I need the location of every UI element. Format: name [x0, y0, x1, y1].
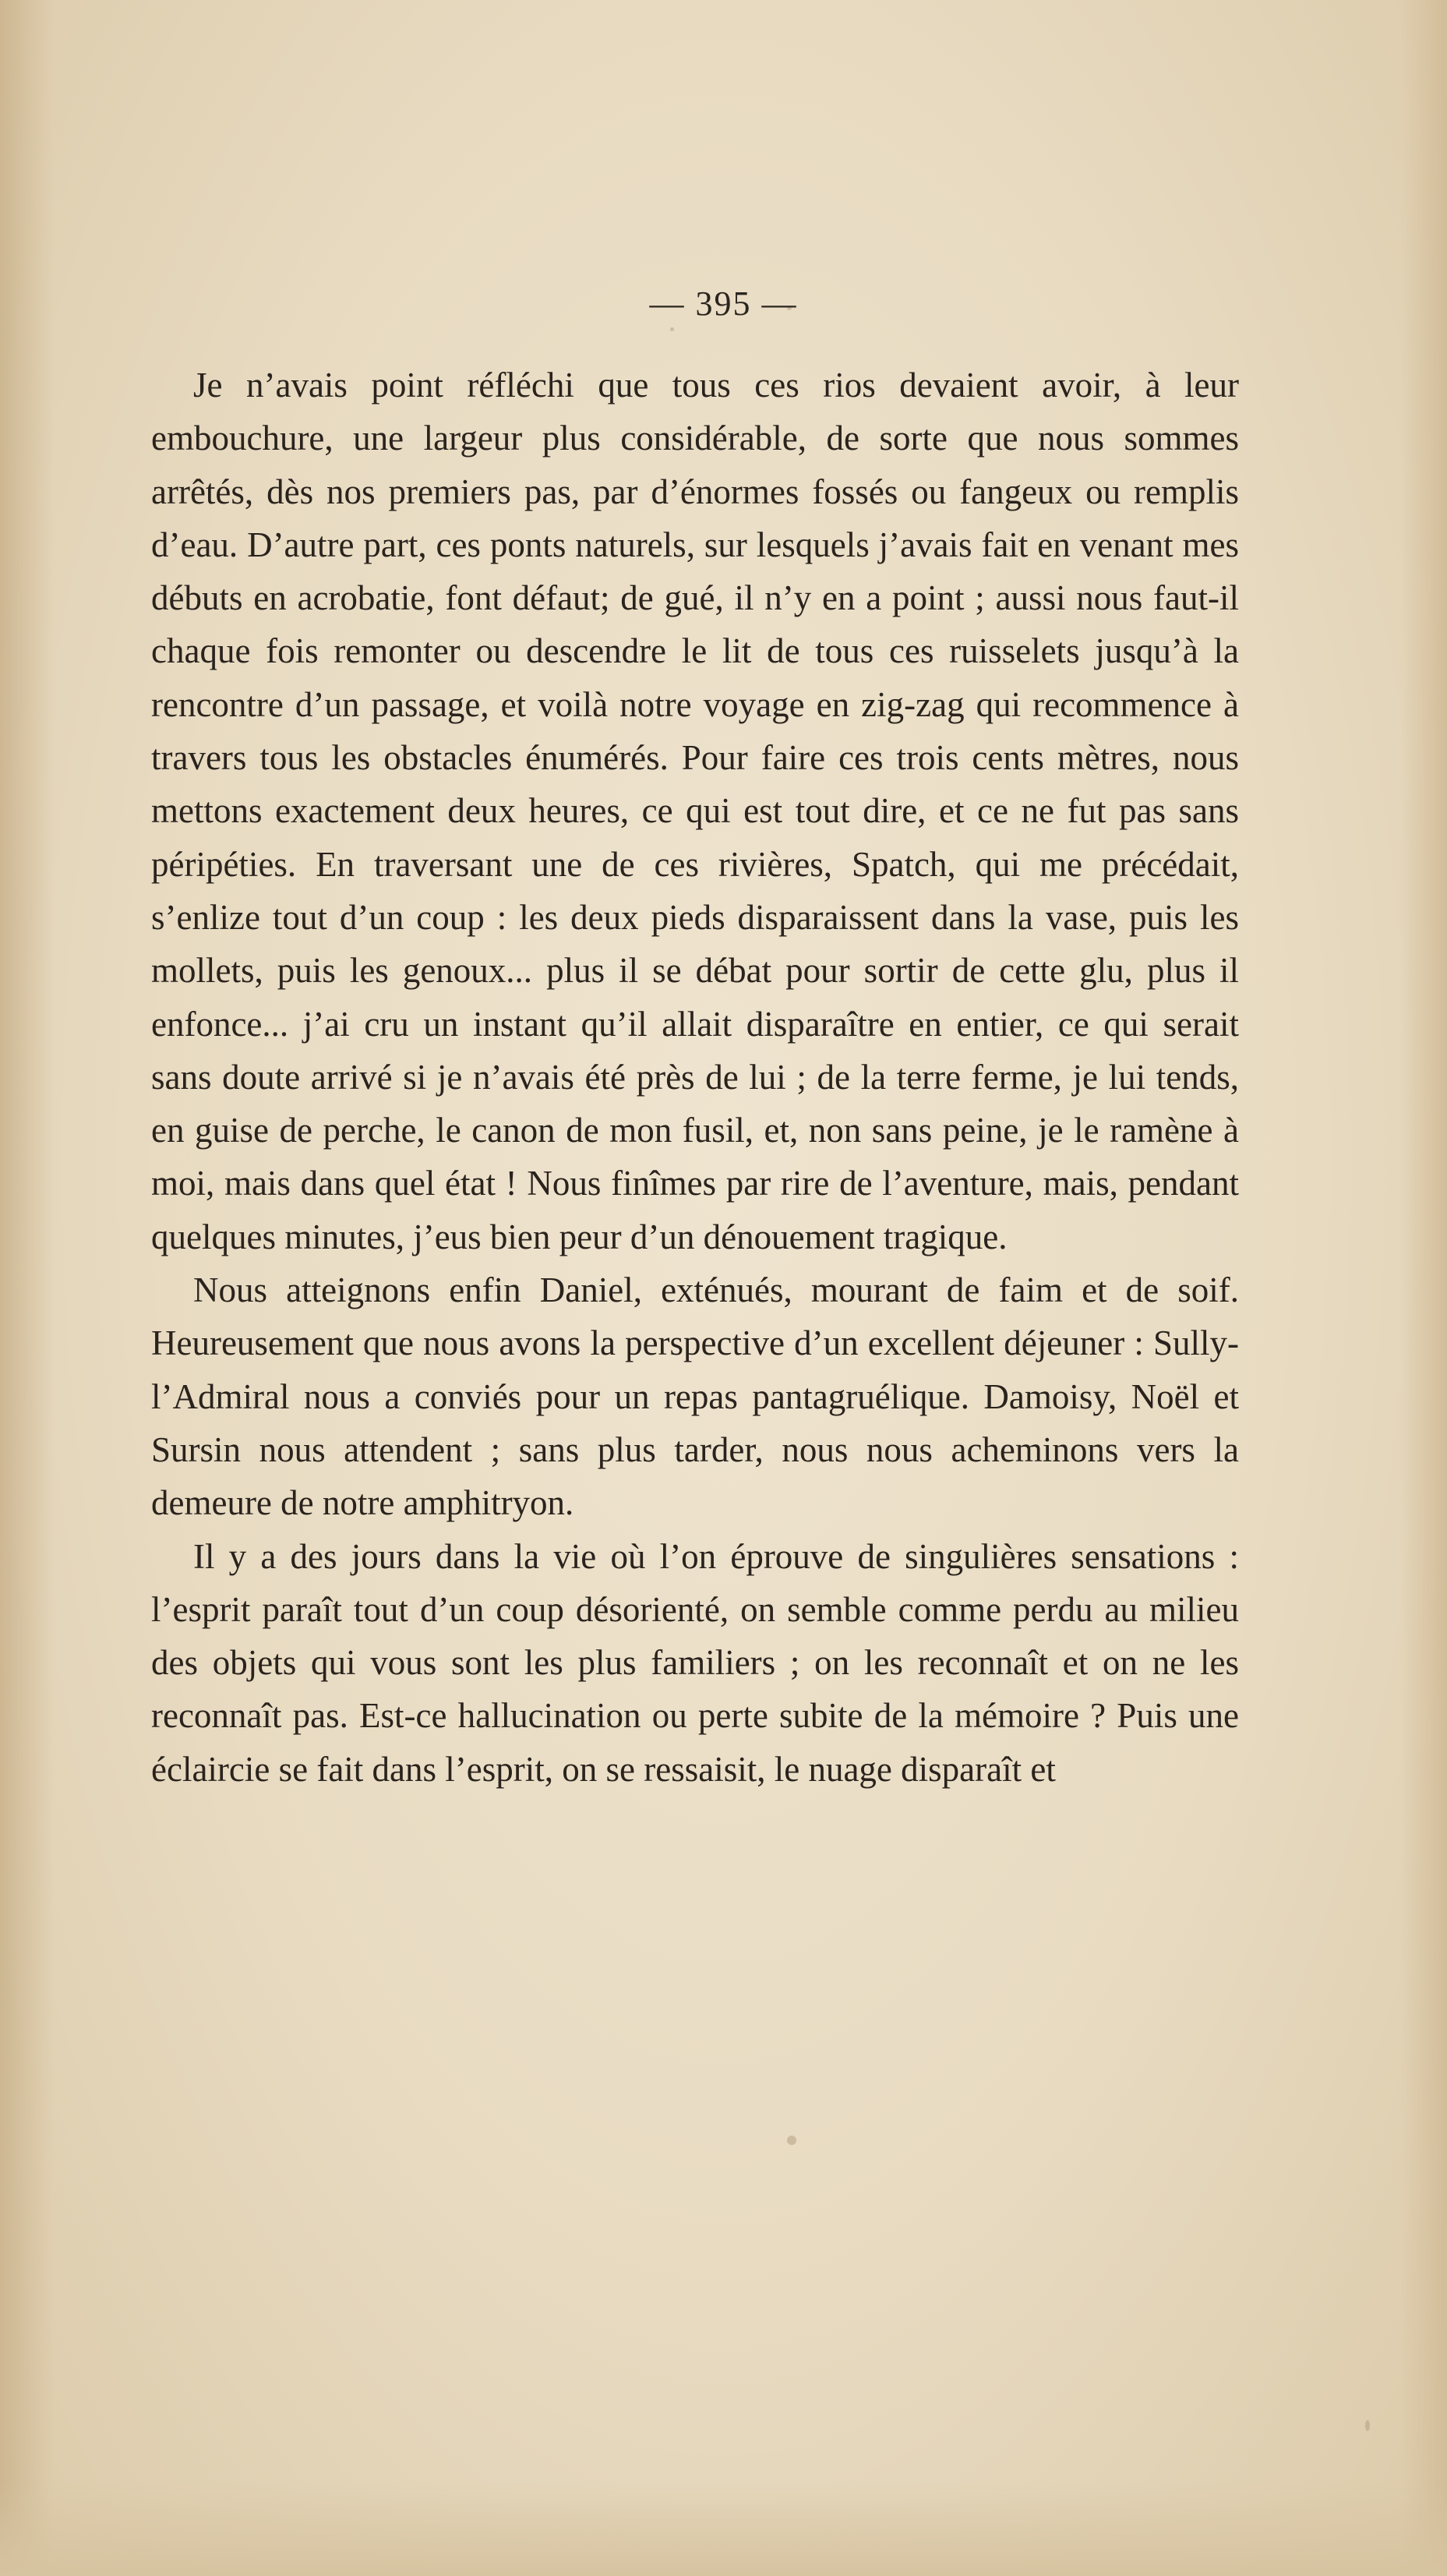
body-text — [151, 359, 1239, 1796]
page-number: — 395 — — [649, 284, 798, 323]
paper-speck — [670, 327, 674, 331]
paper-speck — [787, 2136, 796, 2145]
paragraph: Il y a des jours dans la vie où l’on éprouve de singulières sensations : l’esprit paraît tout d’un coup désorienté, on semble comme perdu au milieu des objets qui vous sont les plus familiers ; on les reconnaît et on ne les reconnaît pas. Est-ce hallucination ou perte subite de la mémoire ? Puis une éclaircie se fait dans l’esprit, on se ressaisit, le nuage disparaît et — [151, 1536, 1239, 1789]
page-edge-shadow-left — [0, 0, 55, 2576]
paragraph: Nous atteignons enfin Daniel, exténués, mourant de faim et de soif. Heureusement que nous avons la perspective d’un excellent déjeuner : Sully-l’Admiral nous a conviés pour un repas pantagruélique. Damoisy, Noël et Sursin nous attendent ; sans plus tarder, nous nous acheminons vers la demeure de notre amphitryon. — [151, 1270, 1239, 1523]
paper-speck — [1365, 2420, 1370, 2431]
page-edge-shadow-bottom — [0, 2482, 1447, 2576]
page-edge-shadow-right — [1400, 0, 1447, 2576]
paragraph: Je n’avais point réfléchi que tous ces rios devaient avoir, à leur embouchure, une largeur plus considérable, de sorte que nous sommes arrêtés, dès nos premiers pas, par d’énormes fossés ou fangeux ou remplis d’eau. D’autre part, ces ponts naturels, sur lesquels j’avais fait en venant mes débuts en acrobatie, font défaut; de gué, il n’y en a point ; aussi nous faut-il chaque fois remonter ou descendre le lit de tous ces ruisselets jusqu’à la rencontre d’un passage, et voilà notre voyage en zig-zag qui recommence à travers tous les obstacles énumérés. Pour faire ces trois cents mètres, nous mettons exactement deux heures, ce qui est tout dire, et ce ne fut pas sans péripéties. En traversant une de ces rivières, Spatch, qui me précédait, s’enlize tout d’un coup : les deux pieds disparaissent dans la vase, puis les mollets, puis les genoux... plus il se débat pour sortir de cette glu, plus il enfonce... j’ai cru un instant qu’il allait disparaître en entier, ce qui serait sans doute arrivé si je n’avais été près de lui ; de la terre ferme, je lui tends, en guise de perche, le canon de mon fusil, et, non sans peine, je le ramène à moi, mais dans quel état ! Nous finîmes par rire de l’aventure, mais, pendant quelques minutes, j’eus bien peur d’un dénouement tragique. — [151, 366, 1239, 1256]
